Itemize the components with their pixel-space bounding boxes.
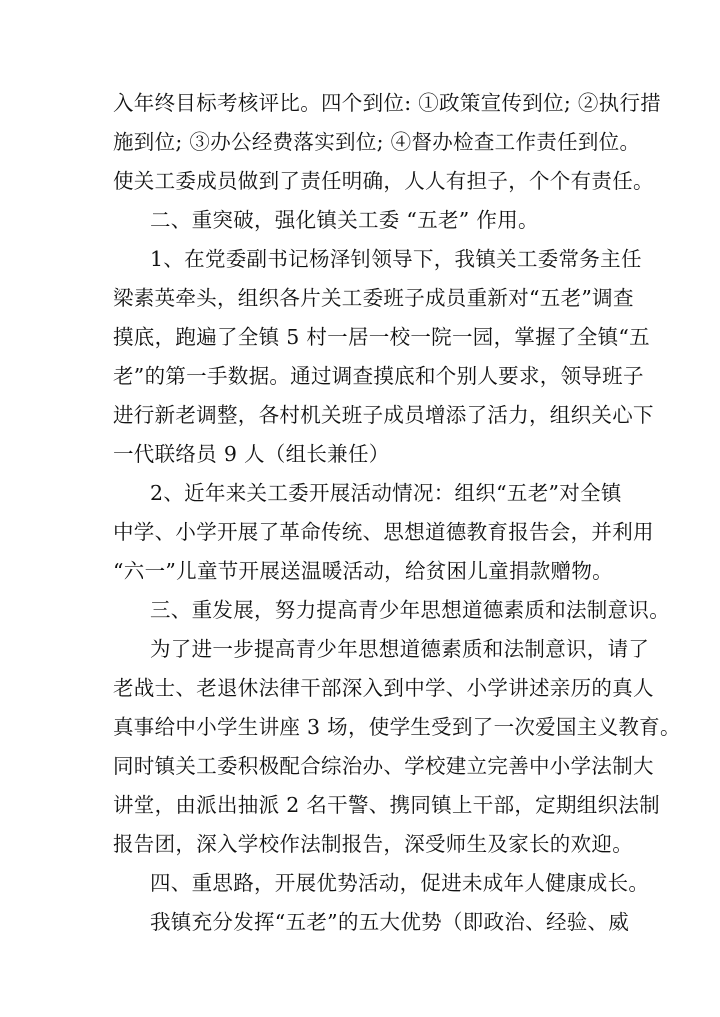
text-line: 老战士、老退休法律干部深入到中学、小学讲述亲历的真人 — [113, 676, 654, 700]
section-heading: 四、重思路，开展优势活动，促进未成年人健康成长。 — [150, 871, 650, 895]
section-heading: 三、重发展，努力提高青少年思想道德素质和法制意识。 — [150, 598, 670, 622]
text-line: “六一”儿童节开展送温暖活动，给贫困儿童捐款赠物。 — [113, 559, 613, 583]
text-line: 2、近年来关工委开展活动情况：组织“五老”对全镇 — [150, 481, 622, 505]
text-line: 老”的第一手数据。通过调查摸底和个别人要求，领导班子 — [113, 364, 644, 388]
text-line: 1、在党委副书记杨泽钊领导下，我镇关工委常务主任 — [150, 247, 642, 271]
text-line: 中学、小学开展了革命传统、思想道德教育报告会，并利用 — [113, 520, 654, 544]
text-line: 报告团，深入学校作法制报告，深受师生及家长的欢迎。 — [113, 832, 633, 856]
section-heading: 二、重突破，强化镇关工委 “五老” 作用。 — [150, 208, 539, 232]
text-line: 入年终目标考核评比。四个到位: ①政策宣传到位; ②执行措 — [113, 91, 662, 115]
text-line: 为了进一步提高青少年思想道德素质和法制意识，请了 — [150, 637, 650, 661]
text-line: 真事给中小学生讲座 3 场，使学生受到了一次爱国主义教育。 — [113, 715, 681, 739]
text-line: 梁素英牵头，组织各片关工委班子成员重新对“五老”调查 — [113, 286, 634, 310]
text-line: 进行新老调整，各村机关班子成员增添了活力，组织关心下 — [113, 403, 654, 427]
text-line: 讲堂，由派出抽派 2 名干警、携同镇上干部，定期组织法制 — [113, 793, 660, 817]
text-line: 使关工委成员做到了责任明确，人人有担子，个个有责任。 — [113, 169, 654, 193]
text-line: 我镇充分发挥“五老”的五大优势（即政治、经验、威 — [150, 910, 630, 934]
text-line: 摸底，跑遍了全镇 5 村一居一校一院一园，掌握了全镇“五 — [113, 325, 650, 349]
text-line: 同时镇关工委积极配合综治办、学校建立完善中小学法制大 — [113, 754, 654, 778]
text-line: 施到位; ③办公经费落实到位; ④督办检查工作责任到位。 — [113, 130, 641, 154]
text-line: 一代联络员 9 人（组长兼任） — [113, 442, 390, 466]
